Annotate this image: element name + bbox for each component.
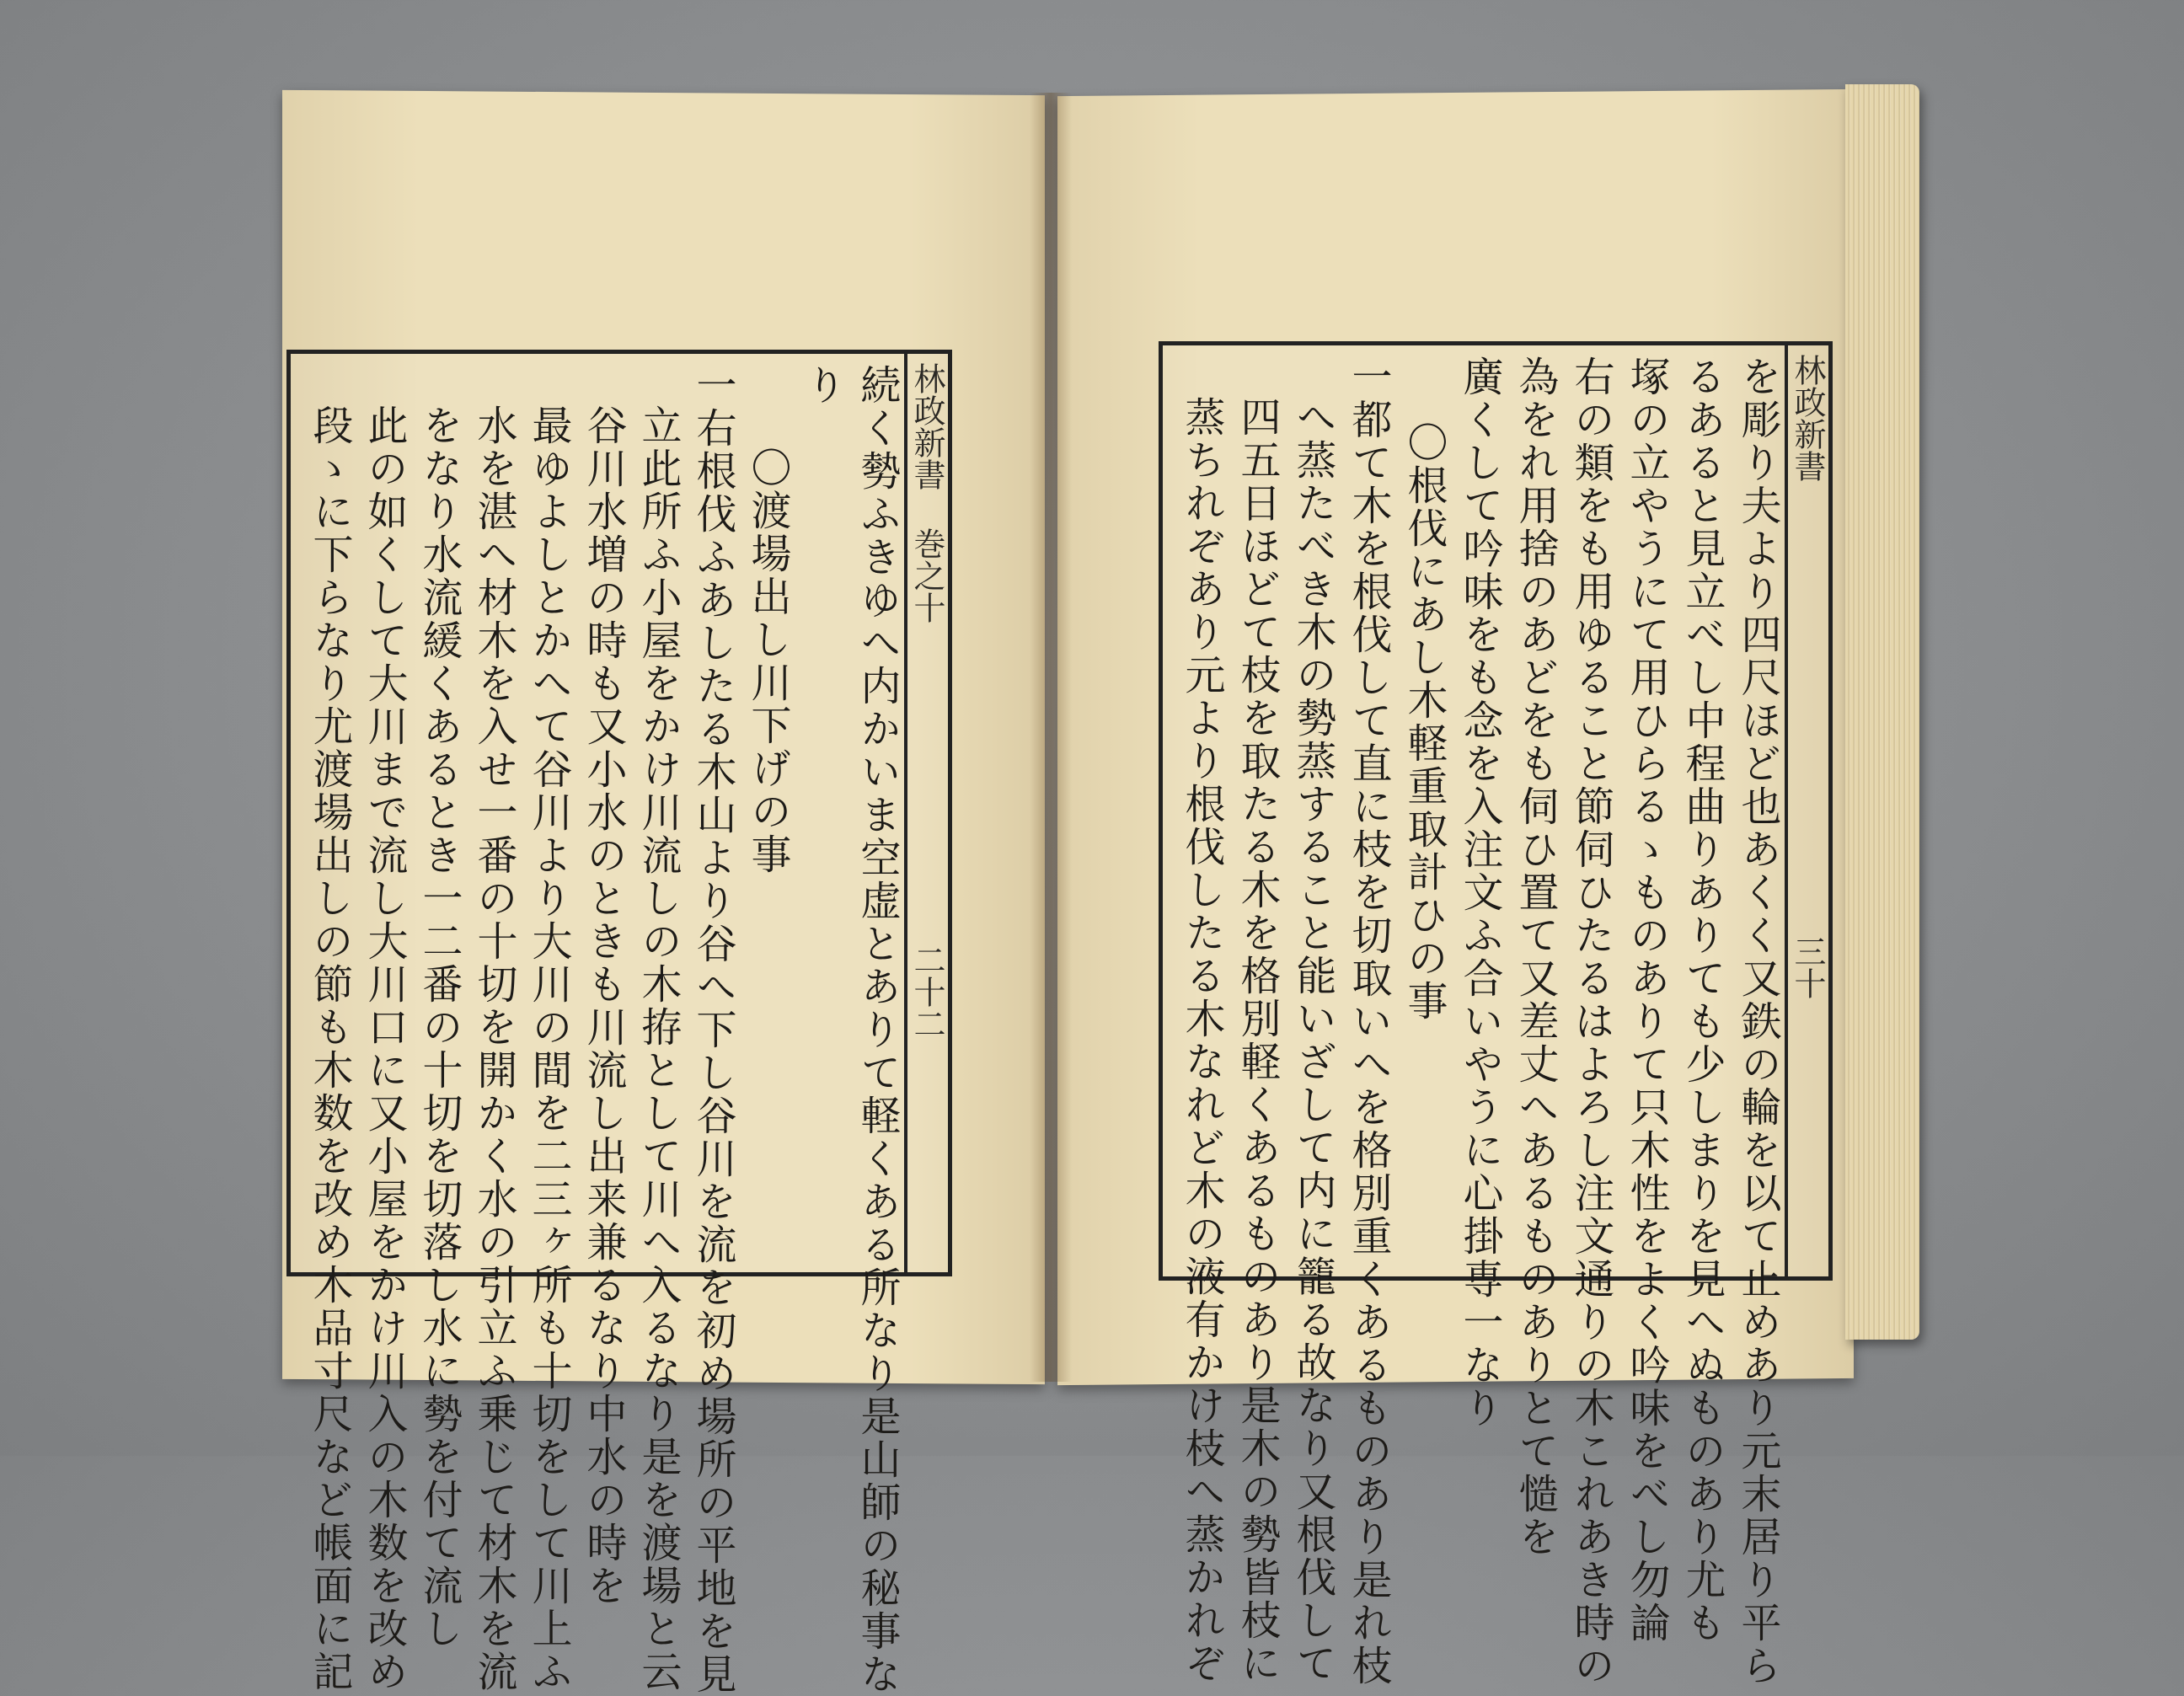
right-column-2: るあると見立べし中程曲りありても少しまりを見へぬものあり尤も [1678,356,1726,1645]
book-gutter [1030,93,1072,1382]
page-edges [1845,84,1919,1340]
left-column-7: 最ゆよしとかへて谷川より大川の間を二三ヶ所も十切をして川上ふ [525,404,572,1693]
right-column-4: 右の類をも用ゆること節伺ひたるはよろし注文通りの木これあき時の [1567,356,1614,1688]
left-column-6: 谷川水増の時も又小水のときも川流し出来兼るなり中水の時を [580,404,627,1608]
left-column-5: 立此所ふ小屋をかけ川流しの木拵として川へ入るなり是を渡場と云 [634,404,682,1693]
right-column-7: 〇根伐にあし木軽重取計ひの事 [1400,421,1448,1023]
right-page-folio: 三十 [1789,935,1826,999]
right-column-1: を彫り夫より四尺ほど也あくく又鉄の輪を以て止めあり元末居り平ら [1734,356,1781,1688]
left-column-4: 一右根伐ふあしたる木山より谷へ下し谷川を流を初め場所の平地を見 [689,364,736,1696]
right-text-frame [1159,341,1833,1688]
right-page-header: 林政新書 [1789,354,1826,482]
left-page-folio: 二十二 [908,944,945,1040]
left-column-8: 水を湛へ材木を入せ一番の十切を開かく水の引立ふ乗じて材木を流 [470,404,517,1693]
right-column-10: 四五日ほどて枝を取たる木を格別軽くあるものあり是木の勢皆枝に [1234,396,1281,1685]
left-column-2: り [799,364,846,407]
right-column-11: 蒸ちれぞあり元より根伐したる木なれど木の液有かけ枝へ蒸かれぞ [1178,396,1225,1685]
left-column-11: 段ゝに下らなり尤渡場出しの節も木数を改め木品寸尺など帳面に記 [306,404,353,1693]
left-column-9: をなり水流緩くあるとき一二番の十切を切落し水に勢を付て流し [415,404,463,1651]
left-column-3: 〇渡場出し川下げの事 [744,447,791,876]
left-text-frame [286,350,952,1696]
left-column-10: 此の如くして大川まで流し大川口に又小屋をかけ川入の木数を改め [361,404,408,1693]
left-page-header: 林政新書 巻之十 [908,362,945,623]
left-header-rule [904,354,907,1272]
right-column-5: 為をれ用捨のあどをも伺ひ置て又差丈へあるものありとて慥を [1512,356,1559,1559]
left-column-1: 続く勢ふきゆへ内かいま空虚とありて軽くある所なり是山師の秘事な [854,364,901,1696]
right-column-8: 一都て木を根伐して直に枝を切取いへを格別重くあるものあり是れ枝 [1345,356,1392,1688]
right-column-3: 塚の立やうにて用ひらるゝものありて只木性をよく吟味をべし勿論 [1623,356,1670,1645]
right-column-6: 廣くして吟味をも念を入注文ふ合いやうに心掛専一なり [1456,356,1503,1430]
right-column-9: へ蒸たべき木の勢蒸すること能いざして内に籠る故なり又根伐して [1289,396,1336,1685]
right-header-rule [1785,345,1788,1276]
